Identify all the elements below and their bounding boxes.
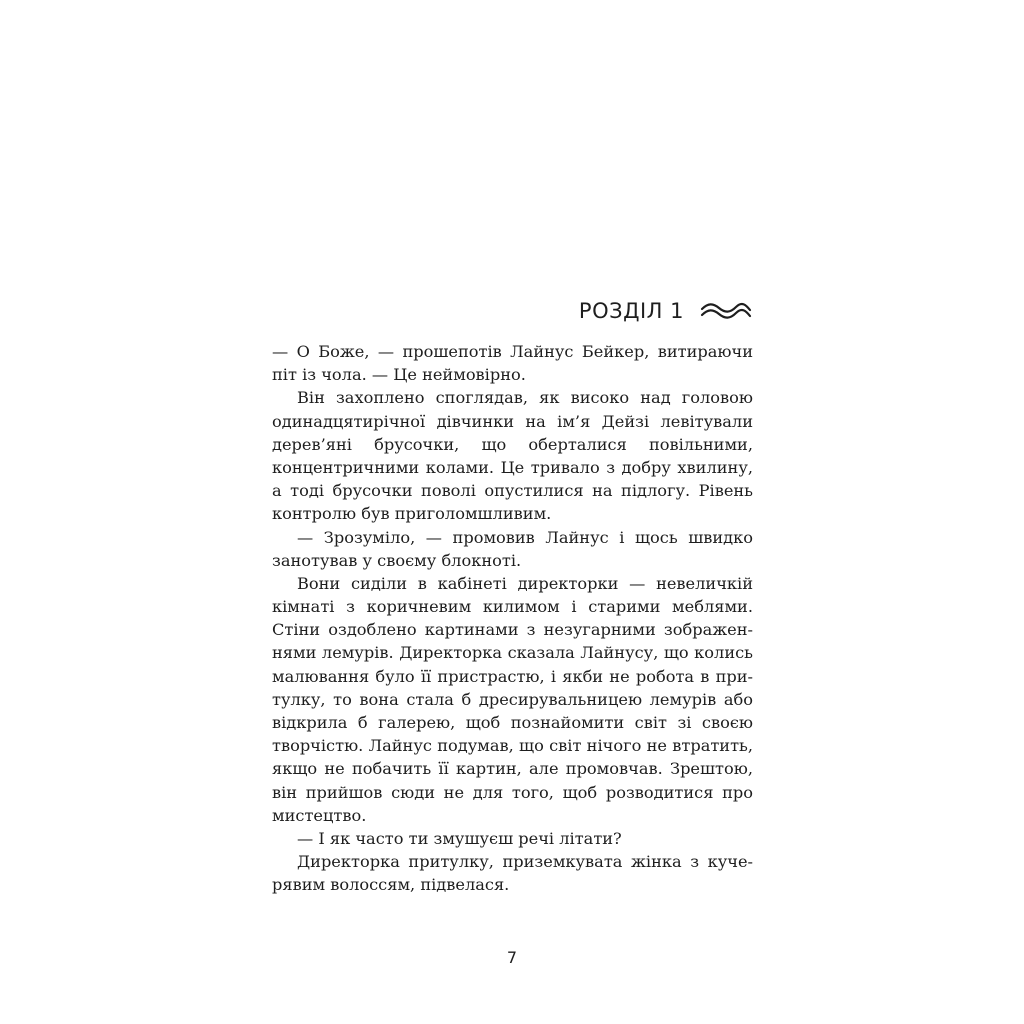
text-line: — О Боже, — прошепотів Лайнус Бейкер, витираючи (272, 342, 753, 361)
text-line: кімнаті з коричневим килимом і старими меблями. (272, 597, 753, 617)
page-number: 7 (506, 948, 518, 967)
text-line: дерев’яні брусочки, що оберталися повільними, (272, 434, 753, 454)
text-line: Директорка притулку, приземкувата жінка з куче- (297, 852, 753, 872)
text-line: а тоді брусочки поволі опустилися на підлогу. Рівень (272, 481, 753, 501)
text-line: нями лемурів. Директорка сказала Лайнусу, що колись (272, 643, 753, 663)
chapter-title: РОЗДІЛ 1 (578, 299, 684, 323)
text-line: Вони сиділи в кабінеті директорки — невеличкій (297, 573, 753, 593)
text-line: — І як часто ти змушуєш речі літати? (297, 828, 622, 848)
chapter-heading (579, 296, 752, 326)
text-line: — Зрозуміло, — промовив Лайнус і щось швидко (297, 527, 753, 547)
text-line: рявим волоссям, підвелася. (272, 875, 510, 895)
text-line: відкрила б галерею, щоб познайомити світ зі своєю (272, 713, 753, 732)
text-line: концентричними колами. Це тривало з добру хвилину, (272, 457, 753, 477)
text-line: він прийшов сюди не для того, щоб розводитися про (272, 782, 753, 802)
text-line: піт із чола. — Це неймовірно. (272, 365, 526, 385)
text-line: мистецтво. (272, 805, 367, 825)
text-line: Він захоплено споглядав, як високо над головою (297, 388, 753, 408)
text-line: тулку, то вона стала б дресирувальницею лемурів або (272, 689, 753, 709)
wave-ornament-icon (700, 300, 752, 322)
text-line: якщо не побачить її картин, але промовчав. Зрештою, (272, 759, 753, 779)
text-line: контролю був приголомшливим. (272, 504, 552, 524)
chapter-body-text (272, 340, 753, 897)
text-line: одинадцятирічної дівчинки на ім’я Дейзі левітували (272, 411, 753, 431)
text-line: творчістю. Лайнус подумав, що світ нічого не втратить, (272, 736, 753, 756)
text-line: малювання було її пристрастю, і якби не робота в при- (272, 666, 753, 686)
text-line: Стіни оздоблено картинами з незугарними зображен- (272, 620, 753, 640)
text-line: занотував у своєму блокноті. (272, 550, 522, 570)
